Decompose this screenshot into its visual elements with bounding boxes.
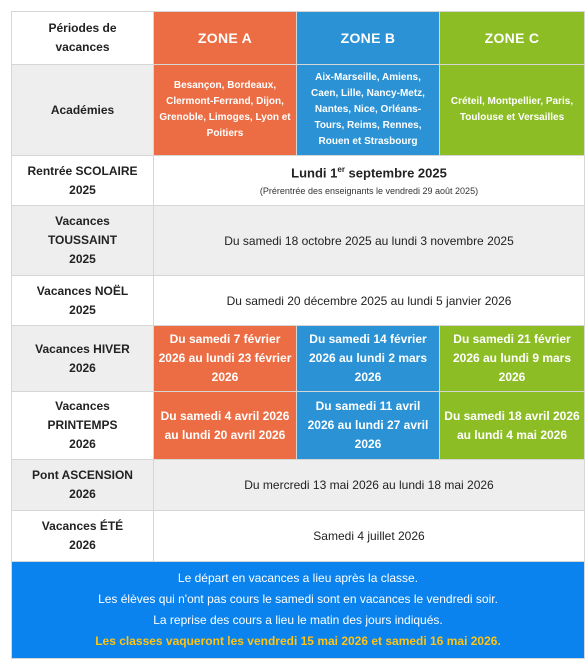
ascension-dates: Du mercredi 13 mai 2026 au lundi 18 mai 2026 bbox=[154, 460, 585, 511]
printemps-row bbox=[12, 392, 585, 460]
academies-label: Académies bbox=[12, 65, 154, 156]
zone-a-header: ZONE A bbox=[154, 12, 297, 65]
footer-line-1: Le départ en vacances a lieu après la classe. bbox=[177, 571, 419, 585]
toussaint-label: Vacances TOUSSAINT 2025 bbox=[12, 206, 154, 276]
school-holidays-table-container bbox=[11, 11, 584, 659]
hiver-zone-b: Du samedi 14 février 2026 au lundi 2 mars 2026 bbox=[297, 326, 440, 392]
printemps-label: Vacances PRINTEMPS 2026 bbox=[12, 392, 154, 460]
zone-c-academies: Créteil, Montpellier, Paris, Toulouse et Versailles bbox=[440, 65, 585, 156]
footer-notes bbox=[12, 562, 585, 659]
noel-label: Vacances NOËL 2025 bbox=[12, 276, 154, 326]
printemps-zone-c: Du samedi 18 avril 2026 au lundi 4 mai 2026 bbox=[440, 392, 585, 460]
footer-line-2: Les élèves qui n'ont pas cours le samedi sont en vacances le vendredi soir. bbox=[98, 592, 498, 606]
noel-dates: Du samedi 20 décembre 2025 au lundi 5 janvier 2026 bbox=[154, 276, 585, 326]
toussaint-dates: Du samedi 18 octobre 2025 au lundi 3 novembre 2025 bbox=[154, 206, 585, 276]
rentree-date: Lundi 1er septembre 2025 bbox=[291, 164, 447, 181]
academies-row bbox=[12, 65, 585, 156]
ete-dates: Samedi 4 juillet 2026 bbox=[154, 511, 585, 562]
ete-label: Vacances ÉTÉ 2026 bbox=[12, 511, 154, 562]
noel-row bbox=[12, 276, 585, 326]
zone-a-academies: Besançon, Bordeaux, Clermont-Ferrand, Dijon, Grenoble, Limoges, Lyon et Poitiers bbox=[154, 65, 297, 156]
rentree-note: (Prérentrée des enseignants le vendredi 29 août 2025) bbox=[259, 186, 479, 197]
hiver-row bbox=[12, 326, 585, 392]
printemps-zone-b: Du samedi 11 avril 2026 au lundi 27 avril 2026 bbox=[297, 392, 440, 460]
rentree-row bbox=[12, 156, 585, 206]
rentree-label: Rentrée SCOLAIRE 2025 bbox=[12, 156, 154, 206]
school-holidays-table bbox=[11, 11, 585, 659]
footer-row bbox=[12, 562, 585, 659]
ascension-label: Pont ASCENSION 2026 bbox=[12, 460, 154, 511]
ascension-row bbox=[12, 460, 585, 511]
footer-warning: Les classes vaqueront les vendredi 15 mai 2026 et samedi 16 mai 2026. bbox=[95, 634, 501, 648]
zone-b-academies: Aix-Marseille, Amiens, Caen, Lille, Nancy-Metz, Nantes, Nice, Orléans-Tours, Reims, Rennes, Rouen et Strasbourg bbox=[297, 65, 440, 156]
footer-line-3: La reprise des cours a lieu le matin des jours indiqués. bbox=[153, 613, 443, 627]
toussaint-row bbox=[12, 206, 585, 276]
zone-b-header: ZONE B bbox=[297, 12, 440, 65]
hiver-label: Vacances HIVER 2026 bbox=[12, 326, 154, 392]
zone-c-header: ZONE C bbox=[440, 12, 585, 65]
printemps-zone-a: Du samedi 4 avril 2026 au lundi 20 avril 2026 bbox=[154, 392, 297, 460]
ete-row bbox=[12, 511, 585, 562]
hiver-zone-a: Du samedi 7 février 2026 au lundi 23 février 2026 bbox=[154, 326, 297, 392]
rentree-dates bbox=[154, 156, 585, 206]
periods-header: Périodes de vacances bbox=[12, 12, 154, 65]
hiver-zone-c: Du samedi 21 février 2026 au lundi 9 mars 2026 bbox=[440, 326, 585, 392]
header-row bbox=[12, 12, 585, 65]
